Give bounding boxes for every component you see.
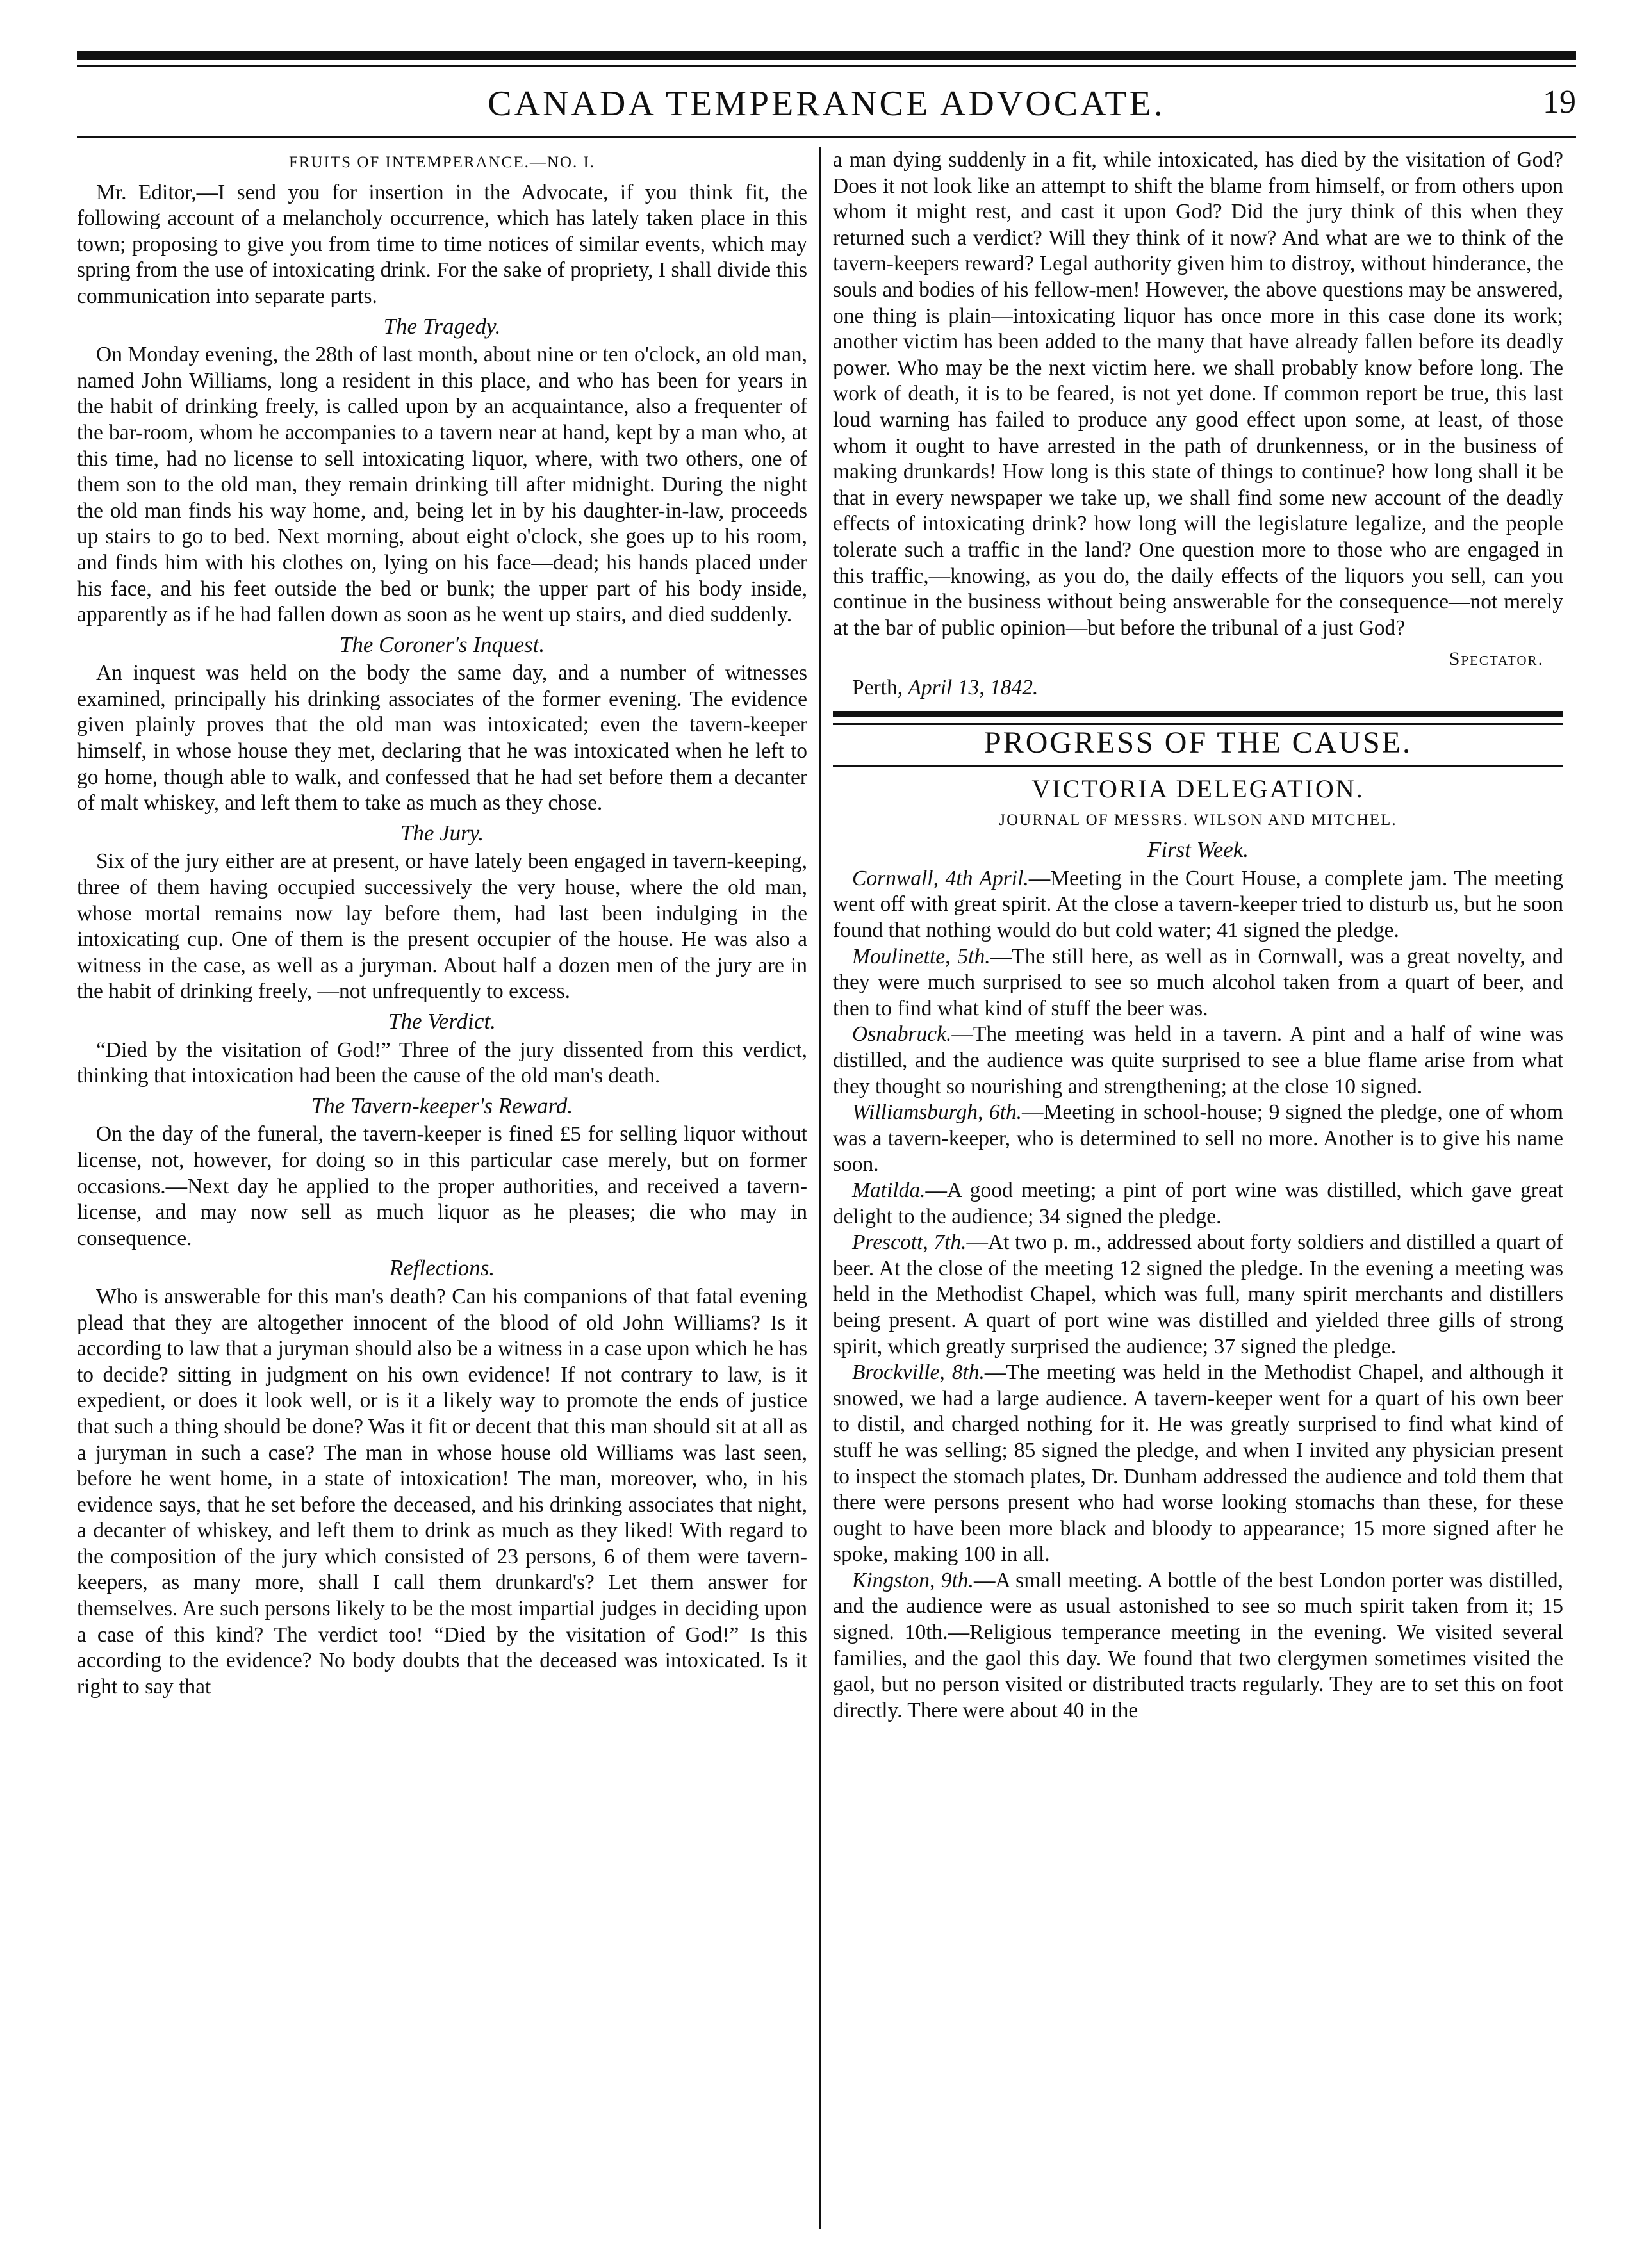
journal-line: JOURNAL OF MESSRS. WILSON AND MITCHEL. [999, 811, 1397, 829]
journal-entry [833, 1178, 1563, 1230]
entry-place-date: Prescott, 7th. [852, 1230, 967, 1255]
delegation-title: VICTORIA DELEGATION. [1031, 774, 1365, 804]
heading-jury: The Jury. [400, 820, 484, 845]
heading-inquest: The Coroner's Inquest. [339, 632, 545, 657]
journal-entries [833, 866, 1563, 1724]
journal-entry [833, 1022, 1563, 1100]
journal-entry [833, 1100, 1563, 1178]
intro-paragraph: Mr. Editor,—I send you for insertion in the Advocate, if you think fit, the following account of a melancholy occurrence, which has lately taken place in this town; proposing to give you from time to time notices of similar events, which may spring from the use of intoxicating drink. For the sake of propriety, I shall divide this communication into separate parts. [77, 180, 807, 308]
reward-paragraph: On the day of the funeral, the tavern-keeper is fined £5 for selling liquor without license, not, however, for doing so in this particular case merely, but on former occasions.—Next day he applied to the proper authorities, and received a tavern-license, and may now sell as much liquor as he pleases; die who may in consequence. [77, 1122, 807, 1250]
tragedy-paragraph: On Monday evening, the 28th of last month, about nine or ten o'clock, an old man, named John Williams, long a resident in this place, and who has been for years in the habit of drinking freely, is called upon by an acquaintance, also a frequenter of the bar-room, whom he accompanies to a tavern near at hand, kept by a man who, at this time, had no license to sell intoxicating liquor, where, with two others, one of them son to the old man, they remain drinking till after midnight. During the night the old man finds his way home, and, being let in by his daughter-in-law, proceeds up stairs to go to bed. Next morning, about eight o'clock, she goes up to his room, and finds him with his clothes on, lying on his face—dead; his hands placed under his face, and his feet outside the bed or bunk; the upper part of his body inside, apparently as if he had fallen down as soon as he went up stairs, and died suddenly. [77, 343, 807, 627]
entry-text: —The meeting was held in a tavern. A pint and a half of wine was distilled, and the audience was quite surprised to see a blue flame arise from what they thought so nourishing and strengthening; at the close 10 signed. [833, 1022, 1563, 1098]
heading-reward: The Tavern-keeper's Reward. [311, 1093, 573, 1118]
heading-tragedy: The Tragedy. [383, 313, 501, 339]
section-rule [833, 711, 1563, 725]
entry-place-date: Kingston, 9th. [852, 1568, 974, 1592]
journal-entry [833, 866, 1563, 944]
entry-text: —At two p. m., addressed about forty soldiers and distilled a quart of beer. At the close of the meeting 12 signed the pledge. In the evening a meeting was held in the Methodist Chapel, which was full, many spirit merchants and distillers being present. A quart of port wine was distilled and yielded three gills of strong spirit, which greatly surprised the audience; 37 signed the pledge. [833, 1230, 1563, 1358]
masthead [77, 79, 1576, 131]
column-divider [819, 147, 821, 2229]
entry-place-date: Brockville, 8th. [852, 1360, 985, 1385]
journal-entry [833, 944, 1563, 1022]
journal-entry [833, 1230, 1563, 1360]
entry-text: —The still here, as well as in Cornwall, was a great novelty, and they were much surprised to see so much alcohol taken from a quart of beer, and then to find what kind of stuff the beer was. [833, 944, 1563, 1020]
entry-text: —A good meeting; a pint of port wine was distilled, which gave great delight to the audience; 34 signed the pledge. [833, 1178, 1563, 1228]
entry-text: —Meeting in school-house; 9 signed the pledge, one of whom was a tavern-keeper, who is determined to sell no more. Another is to give his name soon. [833, 1100, 1563, 1177]
right-column [833, 147, 1563, 2235]
week-heading: First Week. [1147, 837, 1249, 863]
publication-title: CANADA TEMPERANCE ADVOCATE. [488, 84, 1165, 124]
journal-entry [833, 1360, 1563, 1568]
page-number: 19 [1543, 84, 1576, 120]
newspaper-page [77, 51, 1576, 2242]
entry-place-date: Williamsburgh, 6th. [852, 1100, 1023, 1125]
dateline-place: Perth, [852, 675, 903, 699]
heading-reflections: Reflections. [389, 1255, 495, 1281]
section-title-rule [833, 765, 1563, 767]
top-rule [77, 51, 1576, 60]
inquest-paragraph: An inquest was held on the body the same day, and a number of witnesses examined, principally his drinking associates of the former evening. The evidence given plainly proves that the old man was intoxicated; even the tavern-keeper himself, in whose house they met, declaring that he was intoxicated when he left to go home, though able to walk, and confessed that he had set before them a decanter of malt whiskey, and left them to take as much as they chose. [77, 661, 807, 815]
journal-entry [833, 1568, 1563, 1724]
entry-text: —Meeting in the Court House, a complete jam. The meeting went off with great spirit. At the close a tavern-keeper tried to disturb us, but he soon found that nothing would do but cold water; 41 signed the pledge. [833, 866, 1563, 943]
series-title: FRUITS OF INTEMPERANCE.—NO. I. [288, 154, 596, 171]
entry-text: —The meeting was held in the Methodist Chapel, and although it snowed, we had a large audience. A tavern-keeper went for a quart of his own beer to distil, and charged nothing for it. He was greatly surprised to find what kind of stuff he was selling; 85 signed the pledge, and when I invited any physician present to inspect the stomach plates, Dr. Dunham addressed the audience and told them that there were persons present who had worse looking stomachs than these, for these ought to have been more black and bloody to appearance; 15 more signed after he spoke, making 100 in all. [833, 1360, 1563, 1567]
left-column [77, 147, 807, 2235]
entry-place-date: Cornwall, 4th April. [852, 866, 1029, 890]
reflections-paragraph: Who is answerable for this man's death? Can his companions of that fatal evening plead that they are altogether innocent of the blood of old John Williams? Is it according to law that a juryman should also be a witness in a case upon which he has to decide? sitting in judgment on his own evidence! If not contrary to law, is it expedient, or does it look well, or is it a likely way to promote the ends of justice that such a thing should be done? Was it fit or decent that this man should sit at all as a juryman in such a case? The man in whose house old Williams was last seen, before he went home, in a state of intoxication! The man, moreover, who, in his evidence says, that he set before the deceased, and his drinking associates that night, a decanter of whiskey, and left them to drink as much as they liked! With regard to the composition of the jury which consisted of 23 persons, 6 of them were tavern-keepers, as many more, shall I call them drunkard's? Let them answer for themselves. Are such persons likely to be the most impartial judges in deciding upon a case of this kind? The verdict too! “Died by the visitation of God!” Is this according to the evidence? No body doubts that the deceased was intoxicated. Is it right to say that [77, 1284, 807, 1699]
dateline [833, 675, 1563, 701]
entry-text: —A small meeting. A bottle of the best London porter was distilled, and the audience were as usual astonished to see so much spirit taken from it; 15 signed. 10th.—Religious temperance meeting in the evening. We visited several families, and the gaol this day. We found that two clergymen sometimes visited the gaol, but no person visited or distributed tracts regularly. They are to set this on foot directly. There were about 40 in the [833, 1568, 1563, 1722]
heading-verdict: The Verdict. [388, 1009, 496, 1034]
top-rule-thin [77, 65, 1576, 67]
header-rule [77, 136, 1576, 138]
entry-place-date: Osnabruck. [852, 1022, 952, 1047]
jury-paragraph: Six of the jury either are at present, or have lately been engaged in tavern-keeping, three of them having occupied successively the very house, where the old man, whose mortal remains now lay before them, had last been indulging in the intoxicating cup. One of them is the present occupier of the house. He was also a witness in the case, as well as a juryman. About half a dozen men of the jury are in the habit of drinking freely, —not unfrequently to excess. [77, 849, 807, 1004]
signature: Spectator. [1449, 648, 1544, 670]
verdict-paragraph: “Died by the visitation of God!” Three of the jury dissented from this verdict, thinking that intoxication had been the cause of the old man's death. [77, 1038, 807, 1088]
entry-place-date: Matilda. [852, 1178, 926, 1202]
dateline-date: April 13, 1842. [908, 675, 1039, 699]
continuation-paragraph: a man dying suddenly in a fit, while intoxicated, has died by the visitation of God? Does it not look like an attempt to shift the blame from himself, or from others upon whom it might rest, and cast it upon God? Did the jury think of this when they returned such a verdict? Will they think of it now? And what are we to think of the tavern-keepers reward? Legal authority given him to distroy, without hinderance, the souls and bodies of his fellow-men! However, the above questions may be answered, one thing is plain—intoxicating liquor has once more in this case done its work; another victim has been added to the many that have already fallen before its deadly power. Who may be the next victim here. we shall probably know before long. The work of death, it is to be feared, is not yet done. If common report be true, this last loud warning has failed to produce any good effect upon some, at least, of those whom it ought to have arrested in the path of drunkenness, or in the business of making drunkards! How long is this state of things to continue? how long shall it be that in every newspaper we take up, we shall find some new account of the deadly effects of intoxicating drink? how long will the legislature legalize, and the people tolerate such a traffic in the land? One question more to those who are engaged in this traffic,—knowing, as you do, the daily effects of the liquors you sell, can you continue in the business without being answerable for the consequence—not merely at the bar of public opinion—but before the tribunal of a just God? [833, 148, 1563, 640]
entry-place-date: Moulinette, 5th. [852, 944, 990, 968]
section-title: PROGRESS OF THE CAUSE. [984, 726, 1412, 760]
